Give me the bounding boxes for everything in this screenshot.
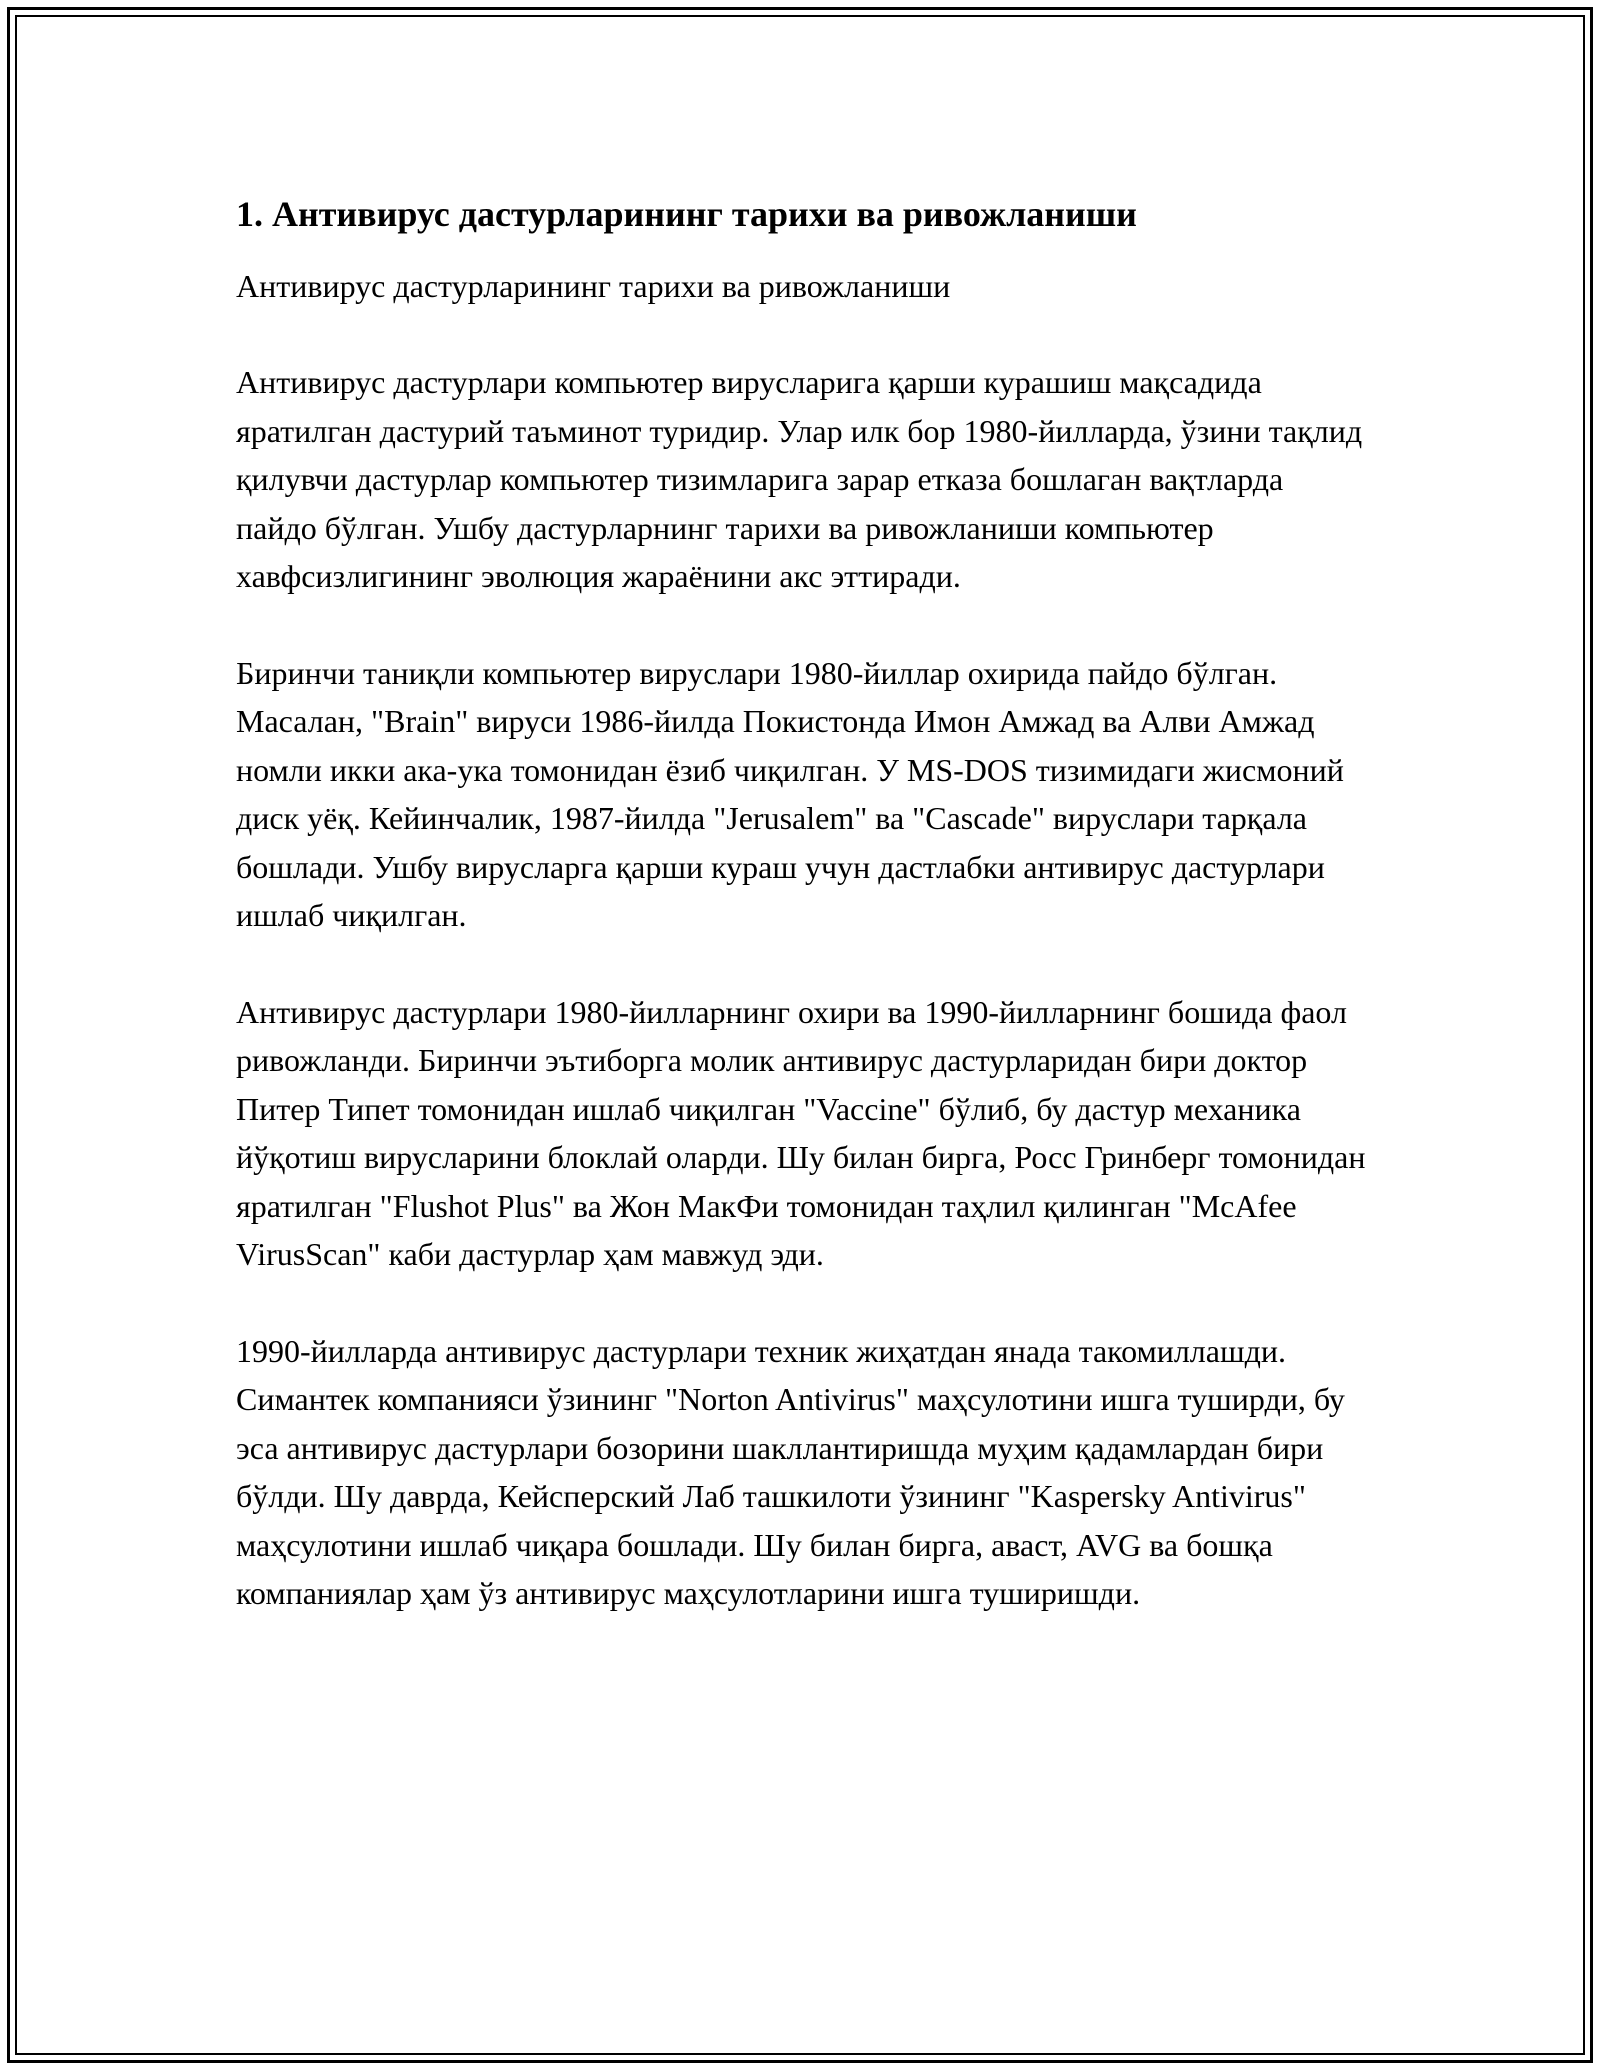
document-body [236, 188, 1370, 1618]
section-subtitle: Антивирус дастурларининг тарихи ва ривожланиши [236, 268, 951, 304]
section-heading: 1. Антивирус дастурларининг тарихи ва ривожланиши [236, 194, 1137, 234]
paragraph-3: Антивирус дастурлари 1980-йилларнинг охири ва 1990-йилларнинг бошида фаол ривожланди. Биринчи эътиборга молик антивирус дастурларидан бири доктор Питер Типет томонидан ишлаб чиқилган "Vaccine" бўлиб, бу дастур механика йўқотиш вирусларини блоклай оларди. Шу билан бирга, Росс Гринберг томонидан яратилган "Flushot Plus" ва Жон МакФи томонидан таҳлил қилинган "McAfee VirusScan" каби дастурлар ҳам мавжуд эди. [236, 993, 1366, 1272]
paragraph-1: Антивирус дастурлари компьютер вирусларига қарши курашиш мақсадида яратилган дастурий таъминот туридир. Улар илк бор 1980-йилларда, ўзини тақлид қилувчи дастурлар компьютер тизимларига зарар етказа бошлаган вақтларда пайдо бўлган. Ушбу дастурларнинг тарихи ва ривожланиши компьютер хавфсизлигининг эволюция жараёнини акс эттиради. [236, 364, 1363, 594]
paragraph-2: Биринчи таниқли компьютер вируслари 1980-йиллар охирида пайдо бўлган. Масалан, "Brain" вируси 1986-йилда Покистонда Имон Амжад ва Алви Амжад номли икки ака-ука томонидан ёзиб чиқилган. У MS-DOS тизимидаги жисмоний диск уёқ. Кейинчалик, 1987-йилда "Jerusalem" ва "Cascade" вируслари тарқала бошлади. Ушбу вирусларга қарши кураш учун дастлабки антивирус дастурлари ишлаб чиқилган. [236, 654, 1344, 933]
paragraph-4: 1990-йилларда антивирус дастурлари техник жиҳатдан янада такомиллашди. Симантек компанияси ўзининг "Norton Antivirus" маҳсулотини ишга туширди, бу эса антивирус дастурлари бозорини шакллантиришда муҳим қадамлардан бири бўлди. Шу даврда, Кейсперский Лаб ташкилоти ўзининг "Kaspersky Antivirus" маҳсулотини ишлаб чиқара бошлади. Шу билан бирга, аваст, AVG ва бошқа компаниялар ҳам ўз антивирус маҳсулотларини ишга туширишди. [236, 1332, 1345, 1611]
